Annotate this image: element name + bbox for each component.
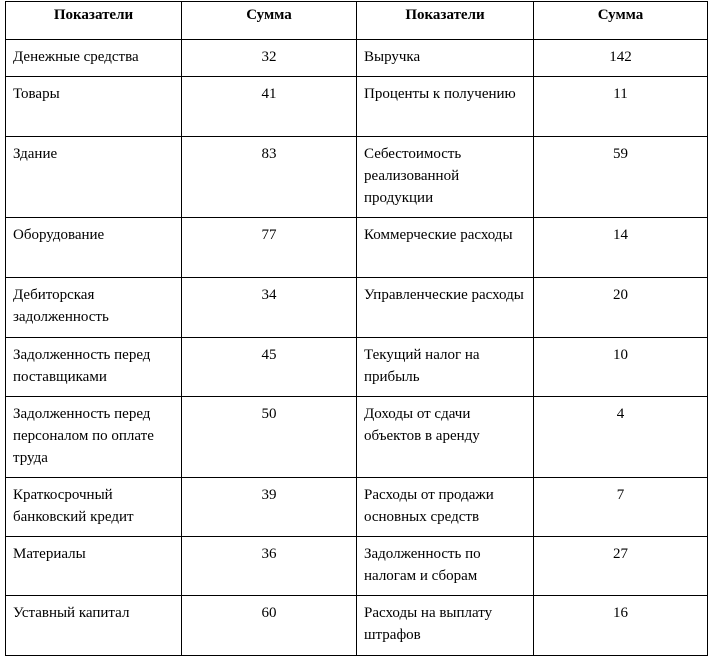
right-sum-cell: 27 bbox=[534, 537, 708, 596]
header-row bbox=[6, 2, 708, 40]
header-sum-right: Сумма bbox=[534, 2, 708, 40]
right-sum-cell: 16 bbox=[534, 596, 708, 656]
right-indicator-cell: Расходы на выплату штрафов bbox=[357, 596, 534, 656]
right-sum-cell: 4 bbox=[534, 397, 708, 478]
table-row bbox=[6, 40, 708, 77]
table-row bbox=[6, 218, 708, 278]
left-sum-cell: 34 bbox=[182, 278, 357, 338]
right-indicator-cell: Проценты к получению bbox=[357, 77, 534, 137]
table-row bbox=[6, 596, 708, 656]
right-sum-cell: 14 bbox=[534, 218, 708, 278]
right-sum-cell: 7 bbox=[534, 478, 708, 537]
right-indicator-cell: Расходы от продажи основных средств bbox=[357, 478, 534, 537]
right-indicator-cell: Доходы от сдачи объектов в аренду bbox=[357, 397, 534, 478]
left-indicator-cell: Дебиторская задолженность bbox=[6, 278, 182, 338]
table-row bbox=[6, 537, 708, 596]
right-sum-cell: 59 bbox=[534, 137, 708, 218]
left-indicator-cell: Товары bbox=[6, 77, 182, 137]
right-indicator-cell: Выручка bbox=[357, 40, 534, 77]
header-indicators-left: Показатели bbox=[6, 2, 182, 40]
left-sum-cell: 83 bbox=[182, 137, 357, 218]
right-sum-cell: 11 bbox=[534, 77, 708, 137]
right-sum-cell: 20 bbox=[534, 278, 708, 338]
right-indicator-cell: Задолженность по налогам и сборам bbox=[357, 537, 534, 596]
left-sum-cell: 60 bbox=[182, 596, 357, 656]
table-row bbox=[6, 137, 708, 218]
table-row bbox=[6, 478, 708, 537]
indicators-table bbox=[5, 1, 708, 656]
left-sum-cell: 39 bbox=[182, 478, 357, 537]
left-sum-cell: 50 bbox=[182, 397, 357, 478]
left-indicator-cell: Здание bbox=[6, 137, 182, 218]
right-indicator-cell: Коммерческие расходы bbox=[357, 218, 534, 278]
left-indicator-cell: Оборудование bbox=[6, 218, 182, 278]
table-row bbox=[6, 278, 708, 338]
left-sum-cell: 36 bbox=[182, 537, 357, 596]
left-indicator-cell: Краткосрочный банковский кредит bbox=[6, 478, 182, 537]
left-indicator-cell: Задолженность перед поставщиками bbox=[6, 338, 182, 397]
left-indicator-cell: Уставный капитал bbox=[6, 596, 182, 656]
left-indicator-cell: Материалы bbox=[6, 537, 182, 596]
header-sum-left: Сумма bbox=[182, 2, 357, 40]
right-sum-cell: 10 bbox=[534, 338, 708, 397]
right-indicator-cell: Себестоимость реализованной продукции bbox=[357, 137, 534, 218]
left-sum-cell: 41 bbox=[182, 77, 357, 137]
table-row bbox=[6, 397, 708, 478]
right-indicator-cell: Управленческие расходы bbox=[357, 278, 534, 338]
table-row bbox=[6, 338, 708, 397]
right-sum-cell: 142 bbox=[534, 40, 708, 77]
table-row bbox=[6, 77, 708, 137]
header-indicators-right: Показатели bbox=[357, 2, 534, 40]
left-indicator-cell: Денежные средства bbox=[6, 40, 182, 77]
left-indicator-cell: Задолженность перед персоналом по оплате труда bbox=[6, 397, 182, 478]
left-sum-cell: 32 bbox=[182, 40, 357, 77]
right-indicator-cell: Текущий налог на прибыль bbox=[357, 338, 534, 397]
left-sum-cell: 45 bbox=[182, 338, 357, 397]
left-sum-cell: 77 bbox=[182, 218, 357, 278]
